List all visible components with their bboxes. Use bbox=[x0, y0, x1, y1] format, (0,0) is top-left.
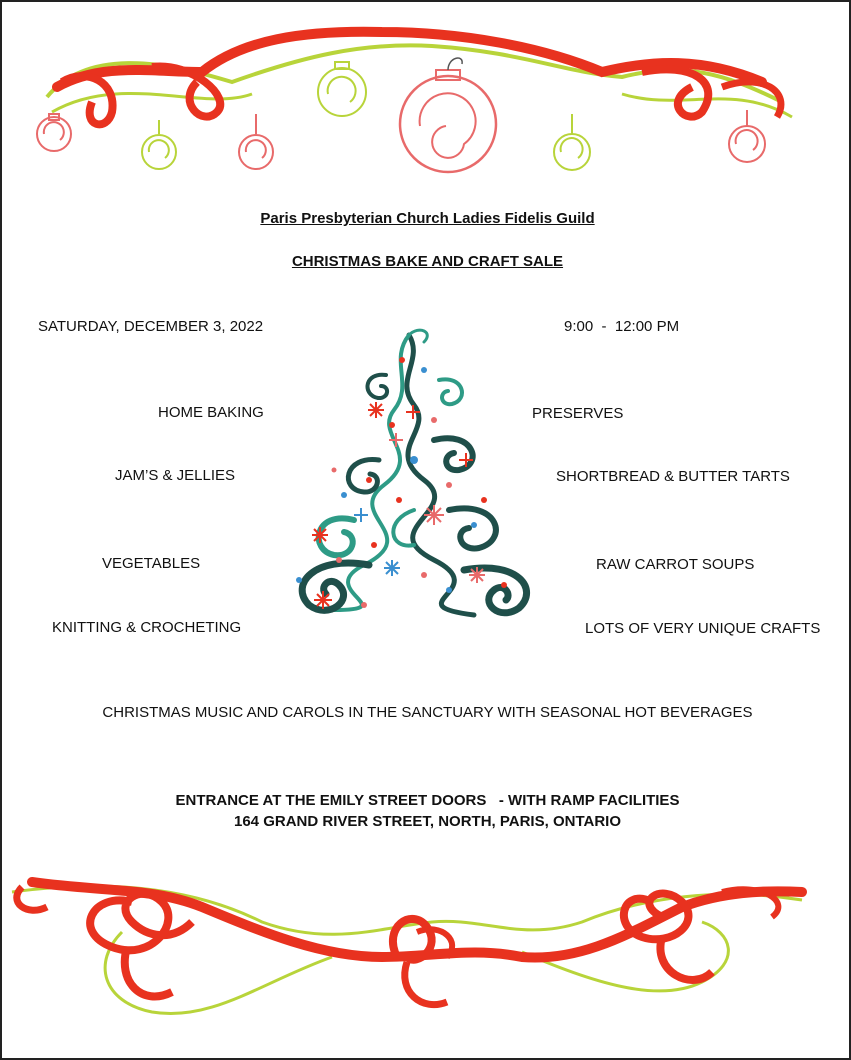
event-title: CHRISTMAS BAKE AND CRAFT SALE bbox=[291, 253, 564, 270]
top-ribbon-ornament-decoration bbox=[2, 2, 851, 192]
music-line: CHRISTMAS MUSIC AND CAROLS IN THE SANCTUARY WITH SEASONAL HOT BEVERAGES bbox=[102, 704, 753, 721]
item-raw-carrot-soups: RAW CARROT SOUPS bbox=[596, 556, 755, 573]
event-date: SATURDAY, DECEMBER 3, 2022 bbox=[38, 318, 264, 335]
event-time: 9:00 - 12:00 PM bbox=[564, 318, 680, 335]
guild-title: Paris Presbyterian Church Ladies Fidelis Guild bbox=[260, 210, 595, 227]
address-line: 164 GRAND RIVER STREET, NORTH, PARIS, ONTARIO bbox=[234, 813, 621, 830]
item-unique-crafts: LOTS OF VERY UNIQUE CRAFTS bbox=[585, 620, 821, 637]
item-preserves: PRESERVES bbox=[532, 405, 624, 422]
item-knitting-crocheting: KNITTING & CROCHETING bbox=[52, 619, 242, 636]
item-jams-jellies: JAM’S & JELLIES bbox=[115, 467, 236, 484]
entrance-line: ENTRANCE AT THE EMILY STREET DOORS - WITH RAMP FACILITIES bbox=[175, 792, 680, 809]
item-vegetables: VEGETABLES bbox=[102, 555, 201, 572]
bottom-ribbon-decoration bbox=[2, 862, 851, 1052]
christmas-tree-illustration bbox=[274, 320, 544, 630]
item-home-baking: HOME BAKING bbox=[158, 404, 264, 421]
item-shortbread-butter-tarts: SHORTBREAD & BUTTER TARTS bbox=[556, 468, 790, 485]
